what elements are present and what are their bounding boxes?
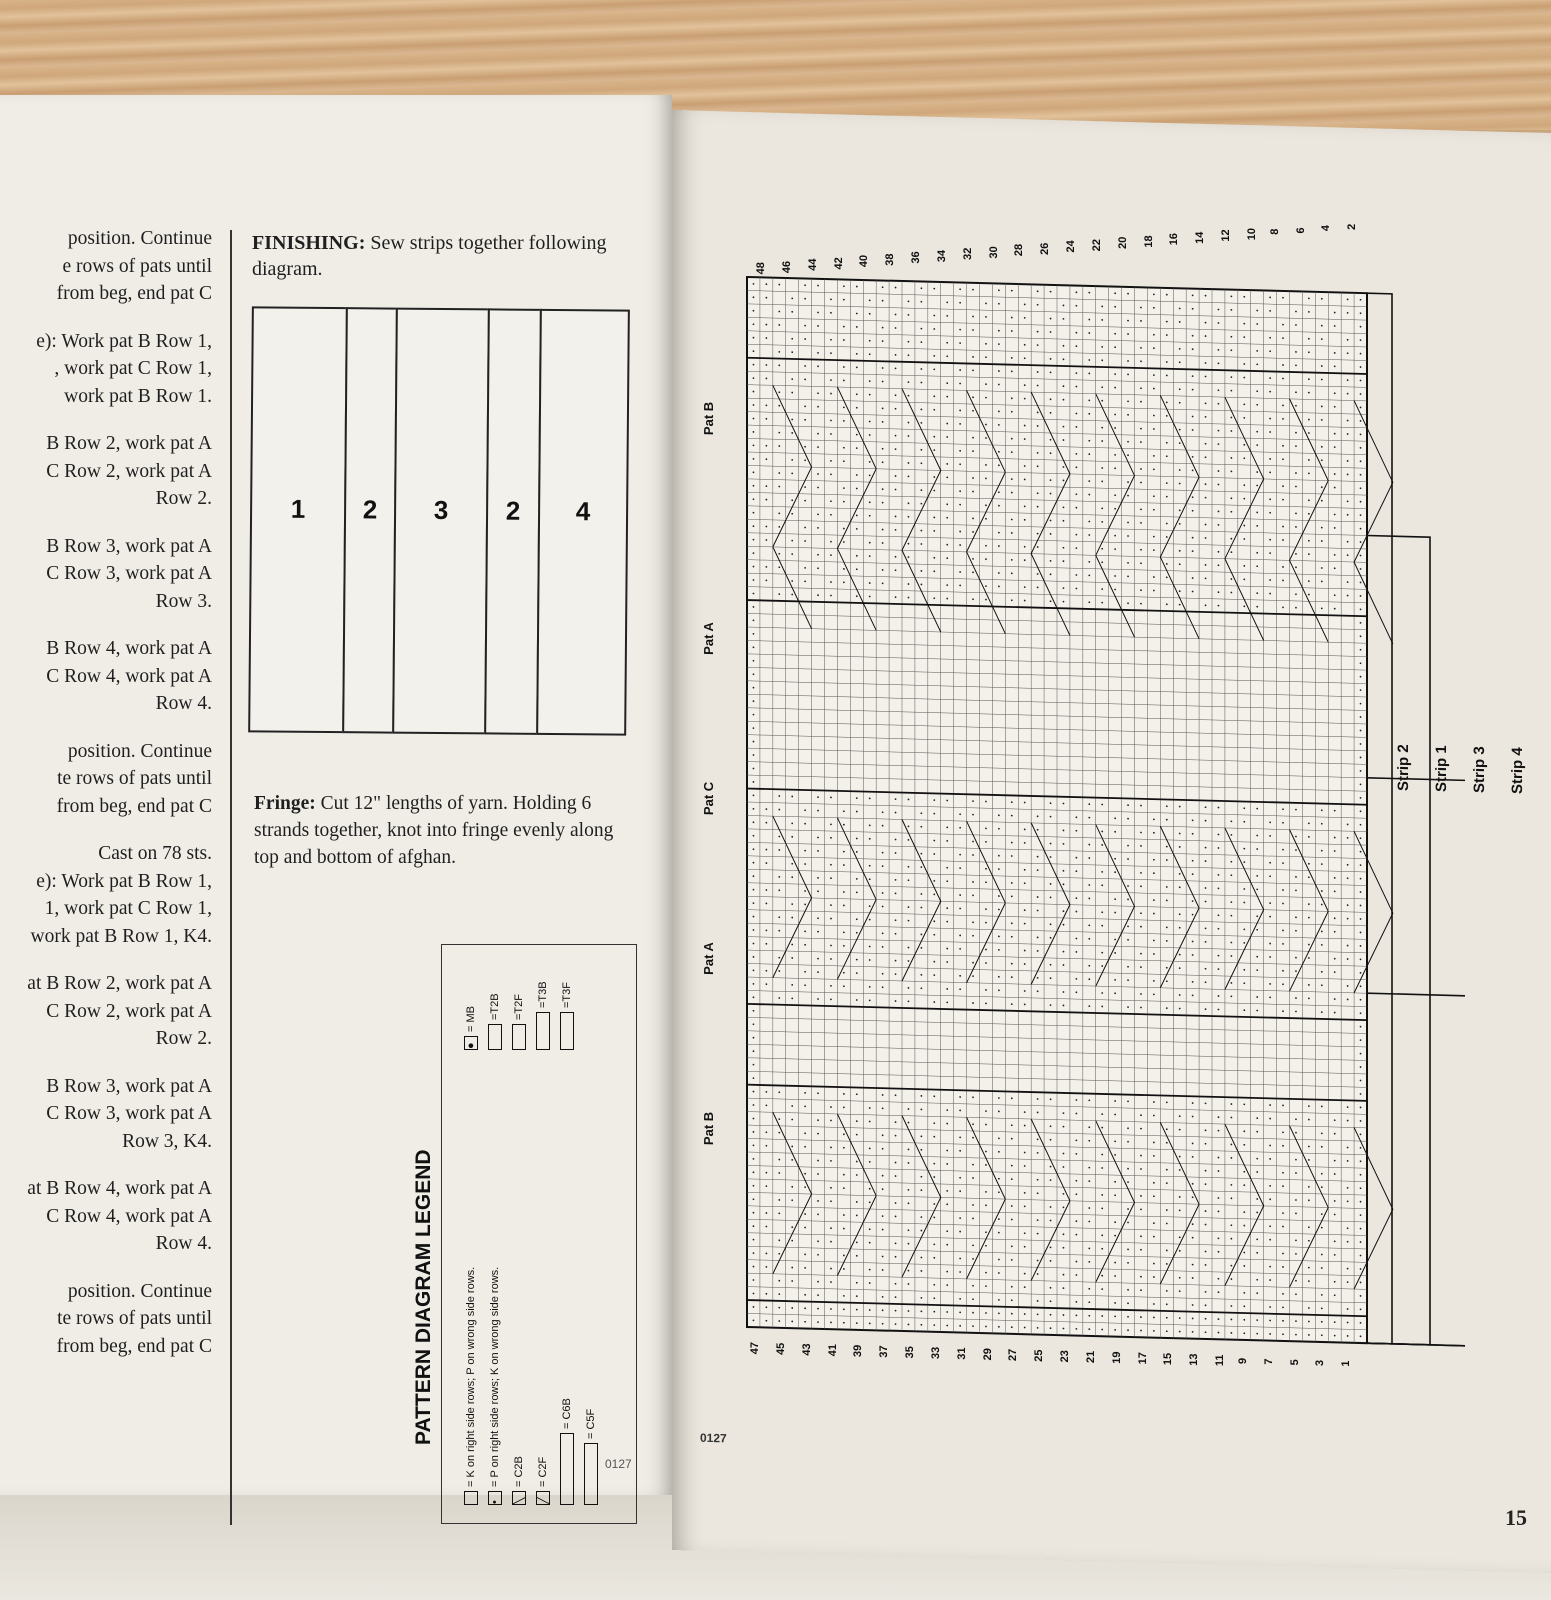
- instruction-paragraph: B Row 3, work pat A C Row 3, work pat A Row 3, K4.: [46, 1075, 212, 1152]
- top-row-number: 36: [910, 251, 923, 264]
- twist-t3f-icon: [560, 1012, 574, 1050]
- legend-item: [488, 993, 502, 1050]
- legend-text: = C6B: [560, 1398, 573, 1429]
- bottom-row-number: 29: [981, 1347, 994, 1361]
- top-row-number: 26: [1039, 241, 1052, 255]
- bottom-row-number: 33: [929, 1346, 942, 1360]
- bottom-row-number: 21: [1084, 1350, 1097, 1364]
- finishing-paragraph: [252, 230, 632, 282]
- bottom-row-number: 31: [955, 1347, 968, 1360]
- bottom-row-number: 45: [774, 1342, 787, 1356]
- strip-box: [484, 308, 542, 734]
- page-number: 15: [1505, 1505, 1527, 1530]
- top-row-number: 48: [755, 262, 768, 275]
- legend-text: = C5F: [584, 1408, 597, 1439]
- bottom-row-number: 5: [1288, 1359, 1301, 1366]
- top-row-number: 8: [1268, 228, 1281, 236]
- top-row-number: 32: [961, 247, 974, 261]
- legend-text: =T3F: [560, 982, 573, 1008]
- strip-box: [536, 309, 630, 736]
- column-divider: [230, 230, 232, 1525]
- strip-label: Strip 4: [1508, 747, 1526, 795]
- top-row-number: 4: [1320, 224, 1333, 232]
- legend-item: [488, 1267, 502, 1505]
- strip-label: Strip 2: [1394, 744, 1412, 792]
- pattern-label: Pat B: [701, 401, 717, 436]
- bottom-row-number: 1: [1340, 1360, 1353, 1367]
- top-row-number: 30: [987, 245, 1000, 259]
- instruction-paragraph: B Row 2, work pat A C Row 2, work pat A Row 2.: [46, 433, 212, 509]
- strip-number: 3: [433, 494, 449, 526]
- cable-c2f-icon: ╱: [536, 1491, 550, 1505]
- bottom-row-number: 35: [904, 1345, 917, 1359]
- top-row-number: 16: [1168, 232, 1181, 246]
- legend-text: = C2B: [512, 1456, 525, 1487]
- twist-t2b-icon: [488, 1024, 502, 1050]
- instruction-paragraph: e): Work pat B Row 1, , work pat C Row 1, work pat B Row 1.: [36, 330, 212, 407]
- top-row-number: 12: [1220, 229, 1233, 242]
- instruction-paragraph: Cast on 78 sts. e): Work pat B Row 1, 1, work pat C Row 1, work pat B Row 1, K4.: [30, 843, 212, 947]
- top-row-number: 24: [1065, 240, 1078, 253]
- bottom-row-number: 43: [800, 1343, 813, 1356]
- instructions-column: [0, 225, 212, 1380]
- legend-item: [560, 982, 574, 1050]
- bottom-row-number: 41: [826, 1343, 839, 1357]
- cable-c5f-icon: [584, 1443, 598, 1505]
- legend-item: [536, 1457, 550, 1505]
- cable-c2b-icon: ╲: [512, 1491, 526, 1505]
- top-row-number: 28: [1013, 243, 1026, 257]
- fringe-paragraph: [254, 790, 634, 871]
- bottom-row-number: 15: [1162, 1352, 1175, 1366]
- top-row-number: 2: [1346, 223, 1359, 230]
- pattern-label: Pat B: [701, 1111, 717, 1146]
- legend-text: = MB: [464, 1006, 477, 1032]
- legend-text: = K on right side rows; P on wrong side rows.: [464, 1266, 477, 1487]
- finishing-label: FINISHING:: [252, 232, 366, 254]
- bottom-row-number: 27: [1007, 1348, 1020, 1362]
- cable-c6b-icon: [560, 1433, 574, 1505]
- fringe-text: Cut 12" lengths of yarn. Holding 6 strands together, knot into fringe evenly along top and bottom of afghan.: [254, 793, 614, 868]
- top-row-number: 40: [858, 254, 871, 268]
- top-row-number: 20: [1116, 236, 1129, 250]
- top-row-number: 38: [884, 252, 897, 266]
- purl-symbol-icon: •: [488, 1491, 502, 1505]
- legend-item: [512, 994, 526, 1050]
- legend-title: PATTERN DIAGRAM LEGEND: [412, 1149, 435, 1445]
- bottom-row-number: 47: [749, 1341, 762, 1355]
- pattern-legend-box: [412, 944, 637, 1524]
- strip-bracket: [1367, 778, 1465, 1346]
- legend-text: =T2F: [512, 994, 525, 1020]
- make-bobble-icon: ●: [464, 1036, 478, 1050]
- knit-symbol-icon: [464, 1491, 478, 1505]
- strip-assembly-diagram: [248, 306, 634, 739]
- instruction-paragraph: position. Continue e rows of pats until from beg, end pat C: [56, 228, 212, 304]
- left-page: [0, 95, 672, 1504]
- strip-number: 2: [505, 495, 521, 526]
- strip-box: [248, 306, 348, 733]
- strip-label: Strip 3: [1470, 746, 1488, 794]
- page-code-left: 0127: [605, 1457, 632, 1471]
- strip-number: 1: [290, 493, 306, 524]
- twist-t2f-icon: [512, 1024, 526, 1050]
- instruction-paragraph: B Row 3, work pat A C Row 3, work pat A Row 3.: [46, 535, 212, 612]
- legend-text: =T3B: [536, 981, 549, 1008]
- legend-item: [464, 1006, 478, 1050]
- strip-number: 2: [362, 494, 378, 525]
- legend-text: = P on right side rows; K on wrong side rows.: [488, 1266, 501, 1487]
- instruction-paragraph: position. Continue te rows of pats until from beg, end pat C: [56, 1280, 212, 1357]
- top-row-number: 14: [1194, 231, 1207, 244]
- top-row-number: 34: [935, 249, 948, 262]
- pattern-chart: [745, 207, 1465, 1361]
- finishing-text: Sew strips together following diagram.: [252, 232, 607, 280]
- pattern-label: Pat A: [700, 941, 716, 976]
- top-row-number: 18: [1142, 234, 1155, 248]
- legend-text: = C2F: [536, 1456, 549, 1487]
- strip-box: [392, 308, 490, 735]
- top-row-number: 46: [780, 260, 793, 273]
- bottom-row-number: 17: [1136, 1352, 1149, 1365]
- bottom-row-number: 9: [1236, 1357, 1249, 1365]
- right-page: [672, 110, 1551, 1573]
- strip-bracket: [1367, 536, 1430, 1345]
- bottom-row-number: 37: [878, 1345, 891, 1358]
- strip-bracket: [1367, 993, 1465, 1347]
- legend-item: [560, 1398, 574, 1505]
- fringe-label: Fringe:: [254, 793, 316, 814]
- bottom-row-number: 3: [1314, 1359, 1327, 1367]
- bottom-row-number: 7: [1262, 1358, 1275, 1365]
- page-code-right: 0127: [700, 1430, 727, 1446]
- legend-item: [464, 1267, 478, 1505]
- pattern-label: Pat A: [700, 621, 716, 656]
- bottom-row-number: 25: [1033, 1349, 1046, 1362]
- top-row-number: 6: [1294, 226, 1307, 234]
- legend-item: [512, 1456, 526, 1505]
- legend-text: =T2B: [488, 993, 501, 1020]
- strip-number: 4: [575, 496, 591, 527]
- top-row-number: 42: [832, 256, 845, 270]
- legend-item: [584, 1409, 598, 1505]
- bottom-row-number: 19: [1110, 1351, 1123, 1364]
- bottom-row-number: 11: [1213, 1354, 1226, 1367]
- bottom-row-number: 39: [852, 1344, 865, 1358]
- top-row-number: 22: [1090, 238, 1103, 251]
- instruction-paragraph: at B Row 2, work pat A C Row 2, work pat A Row 2.: [27, 973, 212, 1049]
- bottom-row-number: 13: [1188, 1353, 1201, 1366]
- instruction-paragraph: at B Row 4, work pat A C Row 4, work pat A Row 4.: [27, 1178, 212, 1254]
- instruction-paragraph: B Row 4, work pat A C Row 4, work pat A Row 4.: [46, 638, 212, 714]
- strip-bracket: [1367, 293, 1392, 1344]
- strip-label: Strip 1: [1432, 745, 1450, 793]
- instruction-paragraph: position. Continue te rows of pats until from beg, end pat C: [56, 740, 212, 817]
- top-row-number: 10: [1245, 227, 1258, 240]
- bottom-row-number: 23: [1059, 1350, 1072, 1363]
- top-row-number: 44: [806, 258, 819, 271]
- pattern-label: Pat C: [701, 781, 717, 816]
- legend-item: [536, 981, 550, 1050]
- strip-box: [342, 307, 398, 733]
- twist-t3b-icon: [536, 1012, 550, 1050]
- pattern-chart-grid: [745, 207, 1465, 1356]
